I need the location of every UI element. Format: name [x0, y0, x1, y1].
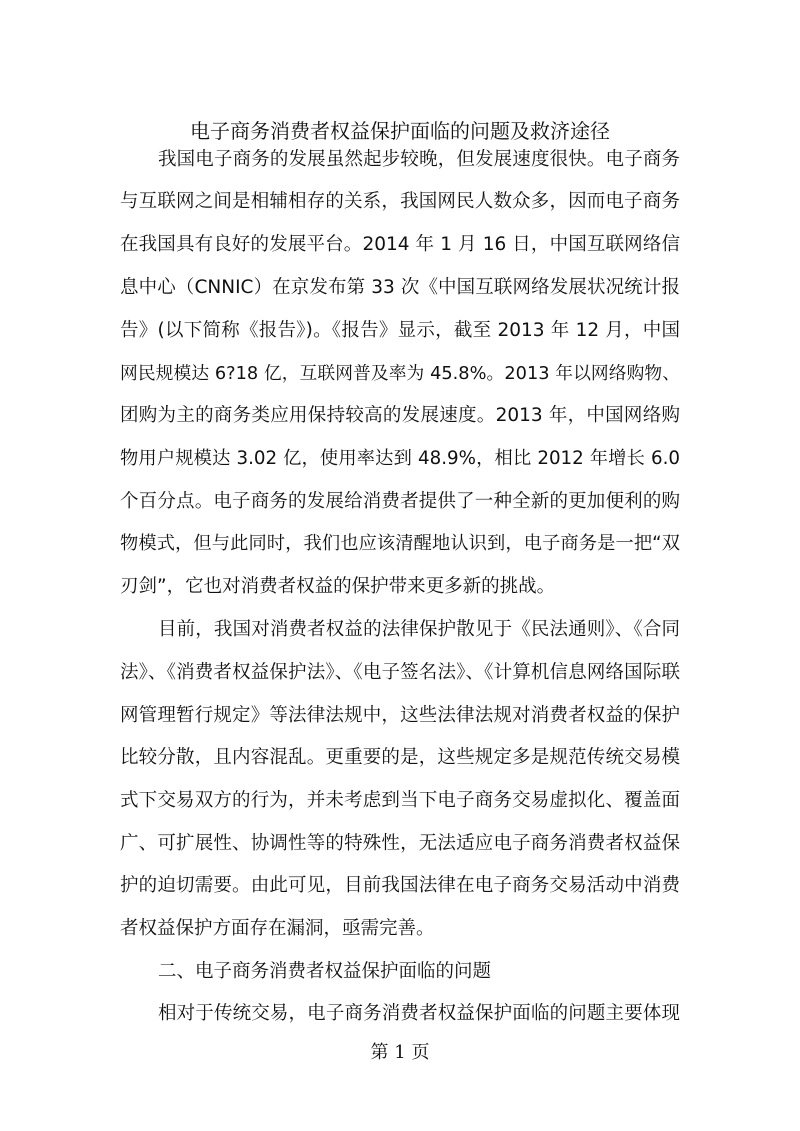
- paragraph-2-line-7: 护的迫切需要。由此可见，目前我国法律在电子商务交易活动中消费: [120, 875, 680, 896]
- paragraph-2-line-3: 网管理暂行规定》等法律法规中，这些法律法规对消费者权益的保护: [120, 705, 680, 726]
- paragraph-1-line-3: 在我国具有良好的发展平台。2014 年 1 月 16 日，中国互联网络信: [120, 234, 680, 255]
- page-number-footer: 第 1 页: [370, 1042, 430, 1063]
- paragraph-2-line-1: 目前，我国对消费者权益的法律保护散见于《民法通则》、《合同: [158, 619, 680, 640]
- paragraph-1-line-10: 物模式，但与此同时，我们也应该清醒地认识到，电子商务是一把“双: [120, 533, 680, 554]
- paragraph-2-line-2: 法》、《消费者权益保护法》、《电子签名法》、《计算机信息网络国际联: [120, 662, 680, 683]
- paragraph-1-line-5: 告》(以下简称《报告》)。《报告》显示，截至 2013 年 12 月，中国: [120, 320, 680, 341]
- paragraph-2-line-5: 式下交易双方的行为，并未考虑到当下电子商务交易虚拟化、覆盖面: [120, 790, 680, 811]
- paragraph-3-line-1: 相对于传统交易，电子商务消费者权益保护面临的问题主要体现: [158, 1003, 680, 1024]
- paragraph-2-line-6: 广、可扩展性、协调性等的特殊性，无法适应电子商务消费者权益保: [120, 833, 680, 854]
- document-title: 电子商务消费者权益保护面临的问题及救济途径: [190, 119, 610, 144]
- paragraph-1-line-6: 网民规模达 6?18 亿，互联网普及率为 45.8%。2013 年以网络购物、: [120, 364, 680, 384]
- paragraph-1-line-1: 我国电子商务的发展虽然起步较晚，但发展速度很快。电子商务: [158, 149, 680, 170]
- paragraph-1-line-8: 物用户规模达 3.02 亿，使用率达到 48.9%，相比 2012 年增长 6.0: [120, 448, 680, 469]
- paragraph-1-line-9: 个百分点。电子商务的发展给消费者提供了一种全新的更加便利的购: [120, 491, 680, 512]
- paragraph-1-line-4: 息中心（CNNIC）在京发布第 33 次《中国互联网络发展状况统计报: [120, 277, 680, 298]
- paragraph-2-line-8: 者权益保护方面存在漏洞，亟需完善。: [120, 918, 435, 939]
- paragraph-1-line-11: 刃剑”，它也对消费者权益的保护带来更多新的挑战。: [120, 576, 556, 597]
- paragraph-2-line-4: 比较分散，且内容混乱。更重要的是，这些规定多是规范传统交易模: [120, 747, 680, 768]
- paragraph-1-line-7: 团购为主的商务类应用保持较高的发展速度。2013 年，中国网络购: [120, 405, 680, 426]
- section-heading: 二、电子商务消费者权益保护面临的问题: [158, 961, 492, 982]
- paragraph-1-line-2: 与互联网之间是相辅相存的关系，我国网民人数众多，因而电子商务: [120, 191, 680, 212]
